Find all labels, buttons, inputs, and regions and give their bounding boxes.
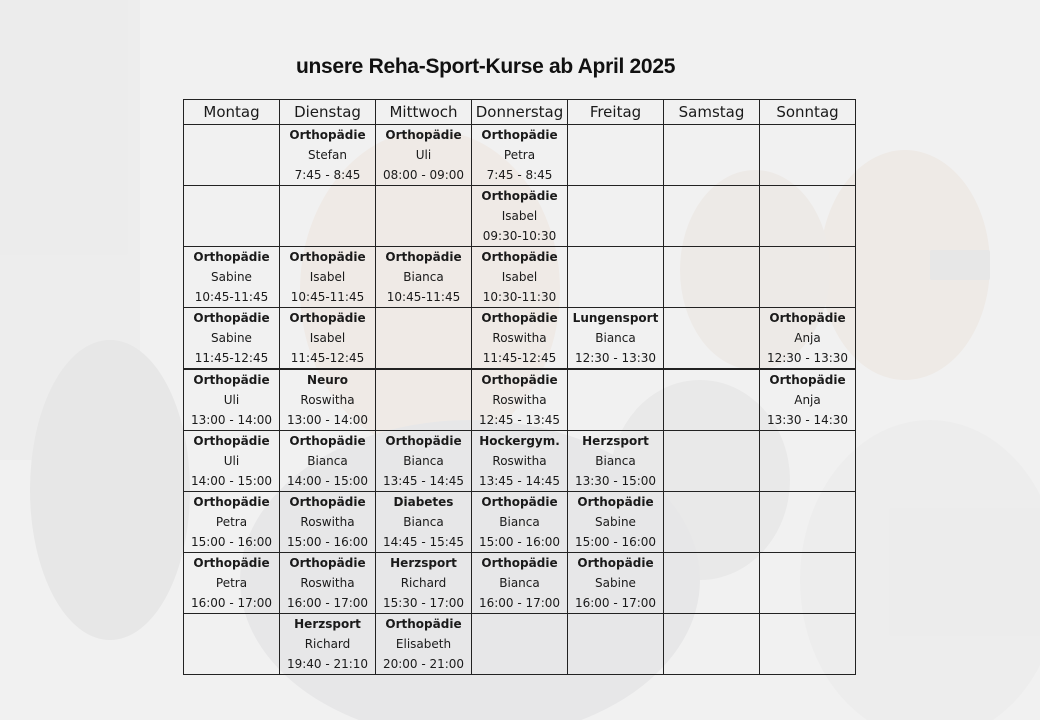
course-time: 15:00 - 16:00 bbox=[286, 535, 369, 549]
empty-cell bbox=[376, 308, 472, 370]
course-instructor: Isabel bbox=[309, 331, 346, 345]
course-name: Orthopädie bbox=[481, 373, 558, 387]
schedule-row bbox=[184, 125, 856, 186]
course-name: Orthopädie bbox=[769, 311, 846, 325]
empty-cell bbox=[184, 614, 280, 675]
course-time: 15:30 - 17:00 bbox=[382, 596, 465, 610]
course-instructor: Petra bbox=[215, 576, 248, 590]
course-time: 08:00 - 09:00 bbox=[382, 168, 465, 182]
course-cell bbox=[280, 125, 376, 186]
course-instructor: Isabel bbox=[309, 270, 346, 284]
course-time: 10:45-11:45 bbox=[290, 290, 365, 304]
course-name: Orthopädie bbox=[481, 495, 558, 509]
course-cell bbox=[568, 431, 664, 492]
course-instructor: Roswitha bbox=[492, 454, 547, 468]
course-instructor: Bianca bbox=[307, 454, 348, 468]
course-instructor: Bianca bbox=[403, 270, 444, 284]
course-time: 16:00 - 17:00 bbox=[574, 596, 657, 610]
course-instructor: Petra bbox=[215, 515, 248, 529]
course-schedule-table bbox=[183, 99, 856, 675]
course-name: Lungensport bbox=[572, 311, 659, 325]
course-cell bbox=[760, 369, 856, 431]
course-name: Orthopädie bbox=[481, 189, 558, 203]
course-cell bbox=[568, 553, 664, 614]
empty-cell bbox=[664, 308, 760, 370]
course-cell bbox=[280, 308, 376, 370]
course-time: 14:45 - 15:45 bbox=[382, 535, 465, 549]
course-time: 15:00 - 16:00 bbox=[574, 535, 657, 549]
course-cell bbox=[472, 431, 568, 492]
course-instructor: Bianca bbox=[499, 576, 540, 590]
course-instructor: Roswitha bbox=[300, 576, 355, 590]
day-header: Donnerstag bbox=[472, 100, 568, 125]
course-time: 09:30-10:30 bbox=[482, 229, 557, 243]
course-time: 16:00 - 17:00 bbox=[286, 596, 369, 610]
course-time: 11:45-12:45 bbox=[290, 351, 365, 365]
course-name: Orthopädie bbox=[481, 250, 558, 264]
schedule-row bbox=[184, 553, 856, 614]
day-header: Mittwoch bbox=[376, 100, 472, 125]
course-cell bbox=[376, 553, 472, 614]
course-time: 13:30 - 15:00 bbox=[574, 474, 657, 488]
course-name: Orthopädie bbox=[289, 311, 366, 325]
empty-cell bbox=[760, 492, 856, 553]
course-name: Orthopädie bbox=[289, 495, 366, 509]
course-name: Orthopädie bbox=[577, 556, 654, 570]
day-header: Samstag bbox=[664, 100, 760, 125]
course-instructor: Bianca bbox=[595, 454, 636, 468]
course-name: Diabetes bbox=[393, 495, 454, 509]
schedule-row bbox=[184, 308, 856, 370]
course-name: Orthopädie bbox=[769, 373, 846, 387]
course-time: 15:00 - 16:00 bbox=[190, 535, 273, 549]
course-name: Herzsport bbox=[294, 617, 361, 631]
course-time: 11:45-12:45 bbox=[194, 351, 269, 365]
day-header: Dienstag bbox=[280, 100, 376, 125]
course-time: 11:45-12:45 bbox=[482, 351, 557, 365]
course-instructor: Uli bbox=[223, 454, 240, 468]
empty-cell bbox=[184, 125, 280, 186]
empty-cell bbox=[664, 247, 760, 308]
course-name: Orthopädie bbox=[193, 373, 270, 387]
course-time: 12:30 - 13:30 bbox=[766, 351, 849, 365]
course-time: 7:45 - 8:45 bbox=[486, 168, 553, 182]
course-instructor: Uli bbox=[223, 393, 240, 407]
course-cell bbox=[280, 247, 376, 308]
course-instructor: Anja bbox=[794, 331, 821, 345]
course-cell bbox=[184, 431, 280, 492]
course-instructor: Stefan bbox=[308, 148, 347, 162]
empty-cell bbox=[568, 614, 664, 675]
course-name: Orthopädie bbox=[481, 128, 558, 142]
course-time: 19:40 - 21:10 bbox=[286, 657, 369, 671]
course-instructor: Richard bbox=[304, 637, 351, 651]
course-instructor: Sabine bbox=[595, 576, 636, 590]
empty-cell bbox=[568, 125, 664, 186]
empty-cell bbox=[184, 186, 280, 247]
course-name: Herzsport bbox=[582, 434, 649, 448]
course-instructor: Sabine bbox=[595, 515, 636, 529]
course-instructor: Roswitha bbox=[300, 515, 355, 529]
course-name: Orthopädie bbox=[289, 128, 366, 142]
course-name: Orthopädie bbox=[193, 556, 270, 570]
course-name: Orthopädie bbox=[289, 556, 366, 570]
course-cell bbox=[280, 553, 376, 614]
course-instructor: Elisabeth bbox=[395, 637, 452, 651]
course-time: 13:45 - 14:45 bbox=[382, 474, 465, 488]
empty-cell bbox=[568, 247, 664, 308]
course-time: 13:00 - 14:00 bbox=[286, 413, 369, 427]
course-cell bbox=[184, 308, 280, 370]
course-instructor: Roswitha bbox=[492, 331, 547, 345]
course-cell bbox=[568, 308, 664, 370]
course-time: 13:30 - 14:30 bbox=[766, 413, 849, 427]
course-instructor: Bianca bbox=[499, 515, 540, 529]
course-name: Orthopädie bbox=[385, 617, 462, 631]
course-cell bbox=[472, 369, 568, 431]
course-instructor: Sabine bbox=[211, 270, 252, 284]
empty-cell bbox=[280, 186, 376, 247]
course-instructor: Roswitha bbox=[492, 393, 547, 407]
course-cell bbox=[280, 369, 376, 431]
course-name: Orthopädie bbox=[385, 128, 462, 142]
course-instructor: Richard bbox=[400, 576, 447, 590]
empty-cell bbox=[760, 553, 856, 614]
course-cell bbox=[184, 369, 280, 431]
course-cell bbox=[376, 492, 472, 553]
course-cell bbox=[280, 492, 376, 553]
course-time: 10:45-11:45 bbox=[194, 290, 269, 304]
course-name: Orthopädie bbox=[289, 434, 366, 448]
empty-cell bbox=[472, 614, 568, 675]
empty-cell bbox=[760, 431, 856, 492]
course-instructor: Uli bbox=[415, 148, 432, 162]
course-instructor: Bianca bbox=[595, 331, 636, 345]
empty-cell bbox=[664, 125, 760, 186]
course-cell bbox=[472, 247, 568, 308]
course-name: Orthopädie bbox=[193, 311, 270, 325]
course-cell bbox=[376, 614, 472, 675]
course-cell bbox=[568, 492, 664, 553]
course-cell bbox=[472, 553, 568, 614]
course-cell bbox=[184, 247, 280, 308]
course-cell bbox=[376, 125, 472, 186]
empty-cell bbox=[664, 553, 760, 614]
day-header: Sonntag bbox=[760, 100, 856, 125]
course-time: 7:45 - 8:45 bbox=[294, 168, 361, 182]
course-time: 15:00 - 16:00 bbox=[478, 535, 561, 549]
course-time: 16:00 - 17:00 bbox=[478, 596, 561, 610]
course-cell bbox=[472, 125, 568, 186]
empty-cell bbox=[664, 492, 760, 553]
page-title: unsere Reha-Sport-Kurse ab April 2025 bbox=[296, 55, 676, 78]
course-time: 10:45-11:45 bbox=[386, 290, 461, 304]
course-time: 12:45 - 13:45 bbox=[478, 413, 561, 427]
course-cell bbox=[280, 431, 376, 492]
course-instructor: Bianca bbox=[403, 515, 444, 529]
course-name: Orthopädie bbox=[481, 556, 558, 570]
course-instructor: Bianca bbox=[403, 454, 444, 468]
course-time: 14:00 - 15:00 bbox=[190, 474, 273, 488]
empty-cell bbox=[760, 186, 856, 247]
empty-cell bbox=[664, 614, 760, 675]
empty-cell bbox=[664, 431, 760, 492]
course-time: 13:00 - 14:00 bbox=[190, 413, 273, 427]
course-name: Orthopädie bbox=[577, 495, 654, 509]
course-instructor: Isabel bbox=[501, 209, 538, 223]
course-time: 14:00 - 15:00 bbox=[286, 474, 369, 488]
course-instructor: Anja bbox=[794, 393, 821, 407]
course-instructor: Isabel bbox=[501, 270, 538, 284]
course-cell bbox=[376, 247, 472, 308]
course-time: 12:30 - 13:30 bbox=[574, 351, 657, 365]
course-instructor: Roswitha bbox=[300, 393, 355, 407]
course-name: Orthopädie bbox=[289, 250, 366, 264]
empty-cell bbox=[664, 369, 760, 431]
schedule-row bbox=[184, 369, 856, 431]
schedule-row bbox=[184, 492, 856, 553]
empty-cell bbox=[568, 369, 664, 431]
course-cell bbox=[376, 431, 472, 492]
course-cell bbox=[280, 614, 376, 675]
empty-cell bbox=[760, 247, 856, 308]
schedule-row bbox=[184, 614, 856, 675]
day-header: Montag bbox=[184, 100, 280, 125]
course-instructor: Petra bbox=[503, 148, 536, 162]
course-name: Orthopädie bbox=[385, 250, 462, 264]
empty-cell bbox=[760, 614, 856, 675]
course-time: 20:00 - 21:00 bbox=[382, 657, 465, 671]
course-name: Orthopädie bbox=[193, 495, 270, 509]
course-name: Orthopädie bbox=[481, 311, 558, 325]
course-time: 16:00 - 17:00 bbox=[190, 596, 273, 610]
day-header: Freitag bbox=[568, 100, 664, 125]
course-name: Orthopädie bbox=[193, 434, 270, 448]
course-cell bbox=[472, 492, 568, 553]
course-cell bbox=[760, 308, 856, 370]
schedule-row bbox=[184, 431, 856, 492]
course-cell bbox=[472, 308, 568, 370]
course-time: 13:45 - 14:45 bbox=[478, 474, 561, 488]
course-name: Orthopädie bbox=[385, 434, 462, 448]
empty-cell bbox=[376, 369, 472, 431]
empty-cell bbox=[568, 186, 664, 247]
course-name: Hockergym. bbox=[479, 434, 560, 448]
course-cell bbox=[184, 492, 280, 553]
course-cell bbox=[472, 186, 568, 247]
empty-cell bbox=[376, 186, 472, 247]
table-header-row bbox=[184, 100, 856, 125]
empty-cell bbox=[664, 186, 760, 247]
schedule-row bbox=[184, 247, 856, 308]
course-instructor: Sabine bbox=[211, 331, 252, 345]
empty-cell bbox=[760, 125, 856, 186]
course-name: Neuro bbox=[307, 373, 348, 387]
course-cell bbox=[184, 553, 280, 614]
course-name: Orthopädie bbox=[193, 250, 270, 264]
schedule-row bbox=[184, 186, 856, 247]
course-time: 10:30-11:30 bbox=[482, 290, 557, 304]
course-name: Herzsport bbox=[390, 556, 457, 570]
